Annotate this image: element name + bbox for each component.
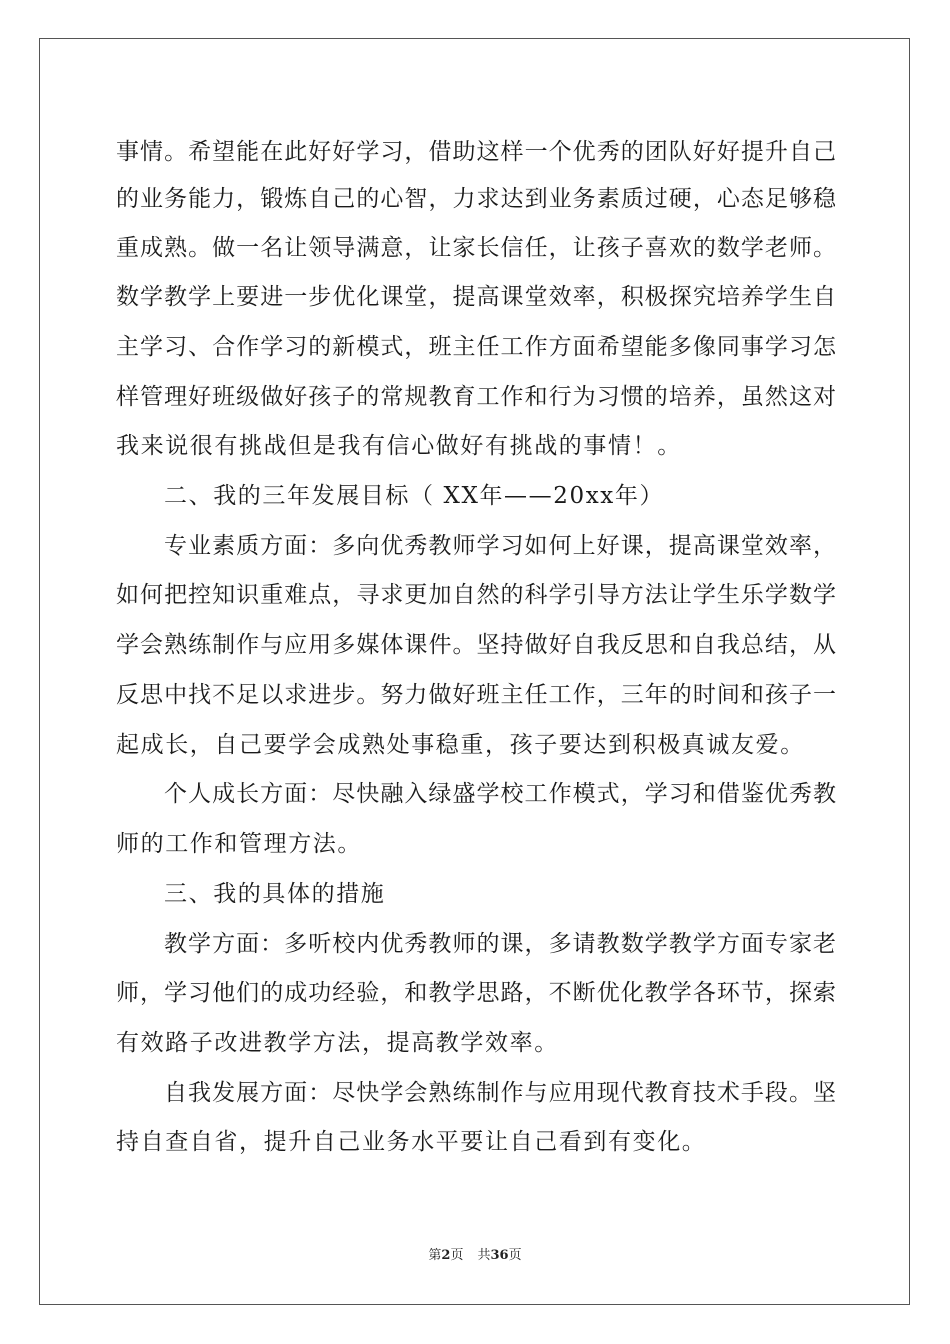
- paragraph-line: 持自查自省，提升自己业务水平要让自己看到有变化。: [116, 1129, 707, 1155]
- paragraph-line: 有效路子改进教学方法，提高教学效率。: [116, 1030, 559, 1056]
- paragraph-line: 的业务能力，锻炼自己的心智，力求达到业务素质过硬，心态足够稳: [116, 186, 836, 212]
- footer-page-suffix: 页: [450, 1248, 464, 1263]
- paragraph-line: 我来说很有挑战但是我有信心做好有挑战的事情！。: [116, 433, 682, 459]
- paragraph-line: 样管理好班级做好孩子的常规教育工作和行为习惯的培养，虽然这对: [116, 384, 836, 410]
- paragraph-line: 学会熟练制作与应用多媒体课件。坚持做好自我反思和自我总结，从: [116, 632, 836, 658]
- paragraph-line: 事情。希望能在此好好学习，借助这样一个优秀的团队好好提升自己: [116, 139, 836, 165]
- page-footer: [0, 1247, 950, 1265]
- paragraph-line: 专业素质方面：多向优秀教师学习如何上好课，提高课堂效率，: [164, 533, 836, 559]
- paragraph-line: 重成熟。做一名让领导满意，让家长信任，让孩子喜欢的数学老师。: [116, 235, 836, 261]
- total-pages-number: 36: [490, 1248, 509, 1263]
- paragraph-line: 数学教学上要进一步优化课堂，提高课堂效率，积极探究培养学生自: [116, 284, 836, 310]
- paragraph-line: 主学习、合作学习的新模式，班主任工作方面希望能多像同事学习怎: [116, 334, 836, 360]
- paragraph-line: 师的工作和管理方法。: [116, 831, 362, 857]
- footer-total-prefix: 共: [477, 1248, 491, 1263]
- footer-total-suffix: 页: [508, 1248, 522, 1263]
- section-heading: 三、我的具体的措施: [164, 881, 386, 907]
- section-heading: 二、我的三年发展目标（ XX年——20xx年）: [164, 483, 665, 509]
- paragraph-line: 起成长，自己要学会成熟处事稳重，孩子要达到积极真诚友爱。: [116, 732, 805, 758]
- paragraph-line: 教学方面：多听校内优秀教师的课，多请教数学教学方面专家老: [164, 931, 836, 957]
- paragraph-line: 反思中找不足以求进步。努力做好班主任工作，三年的时间和孩子一: [116, 682, 836, 708]
- paragraph-line: 如何把控知识重难点，寻求更加自然的科学引导方法让学生乐学数学: [116, 582, 836, 608]
- page-border: [39, 38, 910, 1305]
- footer-page-prefix: 第: [428, 1248, 442, 1263]
- paragraph-line: 师，学习他们的成功经验，和教学思路，不断优化教学各环节，探索: [116, 980, 836, 1006]
- current-page-number: 2: [441, 1248, 451, 1263]
- paragraph-line: 个人成长方面：尽快融入绿盛学校工作模式，学习和借鉴优秀教: [164, 781, 836, 807]
- paragraph-line: 自我发展方面：尽快学会熟练制作与应用现代教育技术手段。坚: [164, 1080, 836, 1106]
